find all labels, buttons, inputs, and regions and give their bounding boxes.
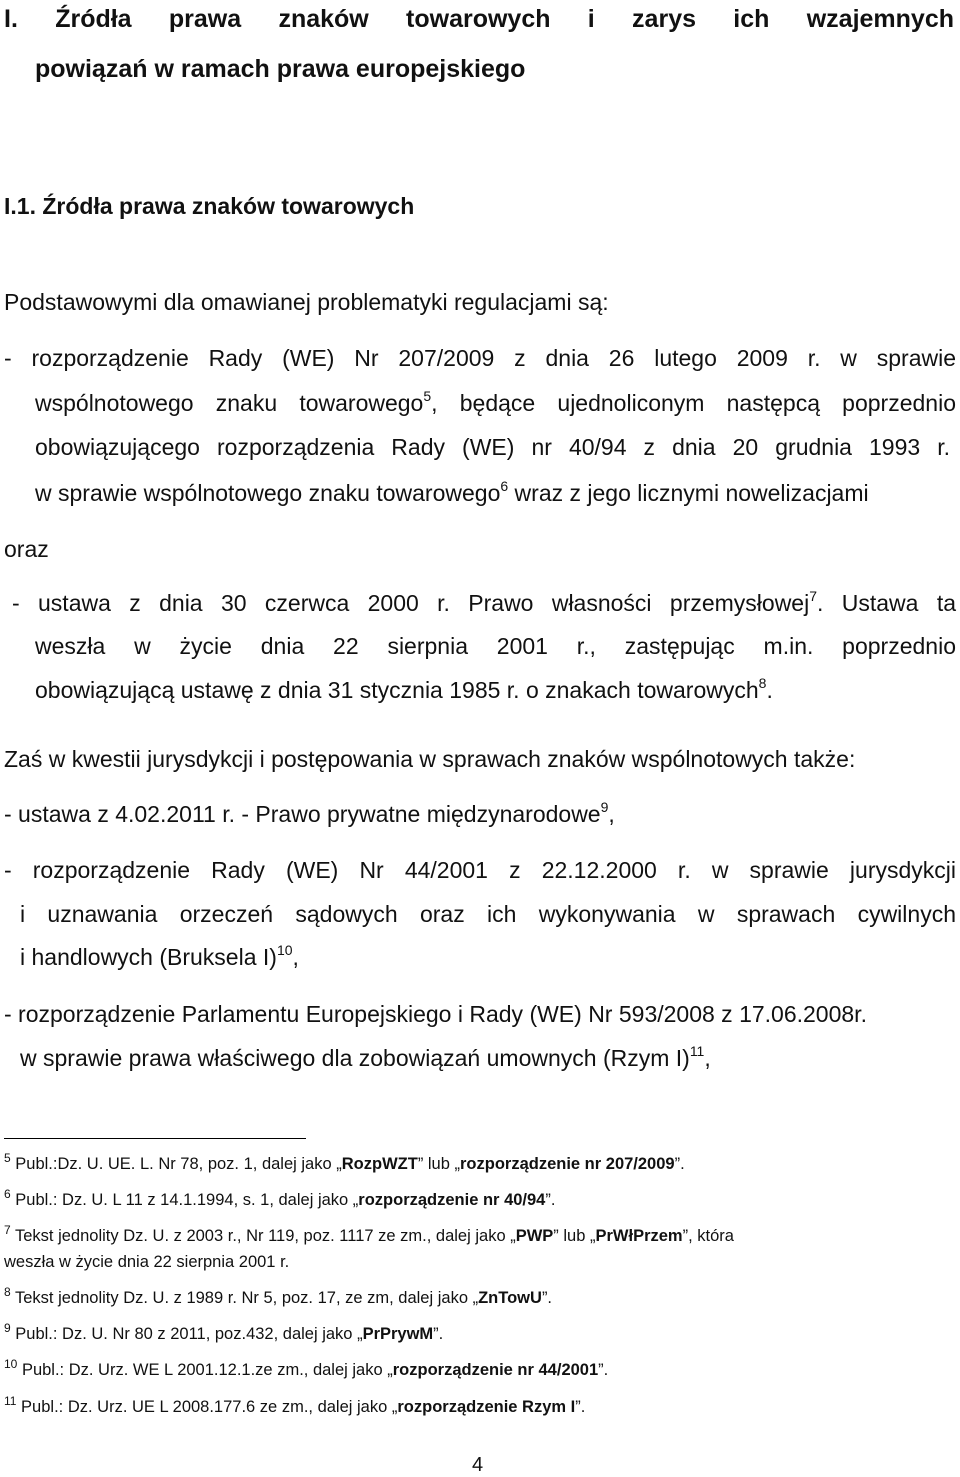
- footnote-ref-7[interactable]: 7: [809, 588, 818, 604]
- footnote-ref-9[interactable]: 9: [600, 799, 609, 815]
- footnote-11: $^{11}$ Publ.: Dz. Urz. UE L 2008.177.6 ze zm., dalej jako „rozporządzenie Rzym I”.: [4, 1394, 586, 1416]
- item2-line3: obowiązującą ustawę z dnia 31 stycznia 1985 r. o znakach towarowych$^8$.: [35, 675, 773, 703]
- oraz-text: oraz: [4, 536, 49, 562]
- item1-line4: w sprawie wspólnotowego znaku towarowego$^6$ wraz z jego licznymi nowelizacjami: [35, 478, 869, 506]
- chapter-title: I. Źródła prawa znaków towarowych i zarys ich wzajemnych: [4, 5, 954, 33]
- footnote-ref-5[interactable]: 5: [423, 388, 432, 404]
- footnote-ref-10[interactable]: 10: [276, 942, 293, 958]
- footnote-7: $^7$ Tekst jednolity Dz. U. z 2003 r., Nr 119, poz. 1117 ze zm., dalej jako „PWP” lub „PrWłPrzem”, która: [4, 1223, 734, 1245]
- footnote-ref-8[interactable]: 8: [758, 675, 767, 691]
- item2-line2: weszła w życie dnia 22 sierpnia 2001 r., zastępując m.in. poprzednio: [35, 633, 956, 659]
- jurisdiction-intro: Zaś w kwestii jurysdykcji i postępowania w sprawach znaków wspólnotowych także:: [4, 746, 856, 772]
- item5-line2: w sprawie prawa właściwego dla zobowiązań umownych (Rzym I)$^{11}$,: [20, 1043, 711, 1071]
- footnote-6: $^6$ Publ.: Dz. U. L 11 z 14.1.1994, s. 1, dalej jako „rozporządzenie nr 40/94”.: [4, 1187, 556, 1209]
- footnote-8: $^8$ Tekst jednolity Dz. U. z 1989 r. Nr 5, poz. 17, ze zm, dalej jako „ZnTowU”.: [4, 1285, 553, 1307]
- item4-line2: i uznawania orzeczeń sądowych oraz ich wykonywania w sprawach cywilnych: [20, 901, 956, 927]
- item1-line1: - rozporządzenie Rady (WE) Nr 207/2009 z dnia 26 lutego 2009 r. w sprawie: [4, 345, 956, 371]
- footnote-ref-11[interactable]: 11: [689, 1043, 705, 1059]
- item4-line1: - rozporządzenie Rady (WE) Nr 44/2001 z 22.12.2000 r. w sprawie jurysdykcji: [4, 857, 956, 883]
- footnote-separator: [4, 1138, 306, 1139]
- footnote-7-cont: weszła w życie dnia 22 sierpnia 2001 r.: [4, 1253, 290, 1271]
- item2-line1: - ustawa z dnia 30 czerwca 2000 r. Prawo własności przemysłowej$^7$. Ustawa ta: [12, 588, 957, 616]
- item5-line1: - rozporządzenie Parlamentu Europejskiego i Rady (WE) Nr 593/2008 z 17.06.2008r.: [4, 1001, 867, 1027]
- item1-line3: obowiązującego rozporządzenia Rady (WE) nr 40/94 z dnia 20 grudnia 1993 r.: [35, 434, 950, 460]
- footnote-5: $^5$ Publ.:Dz. U. UE. L. Nr 78, poz. 1, dalej jako „RozpWZT” lub „rozporządzenie nr 207/2009”.: [4, 1151, 685, 1173]
- footnote-9: $^9$ Publ.: Dz. U. Nr 80 z 2011, poz.432, dalej jako „PrPrywM”.: [4, 1321, 444, 1343]
- footnote-10: $^{10}$ Publ.: Dz. Urz. WE L 2001.12.1.ze zm., dalej jako „rozporządzenie nr 44/2001”.: [4, 1357, 609, 1379]
- chapter-title-cont: powiązań w ramach prawa europejskiego: [35, 55, 526, 83]
- item4-line3: i handlowych (Bruksela I)$^{10}$,: [20, 942, 299, 970]
- page-number: 4: [472, 1454, 484, 1476]
- item3-line: - ustawa z 4.02.2011 r. - Prawo prywatne międzynarodowe$^9$,: [4, 799, 615, 827]
- section-title: I.1. Źródła prawa znaków towarowych: [4, 193, 415, 219]
- item1-line2: wspólnotowego znaku towarowego$^5$, będące ujednoliconym następcą poprzednio: [35, 388, 956, 416]
- intro-text: Podstawowymi dla omawianej problematyki regulacjami są:: [4, 289, 609, 315]
- footnote-ref-6[interactable]: 6: [500, 478, 509, 494]
